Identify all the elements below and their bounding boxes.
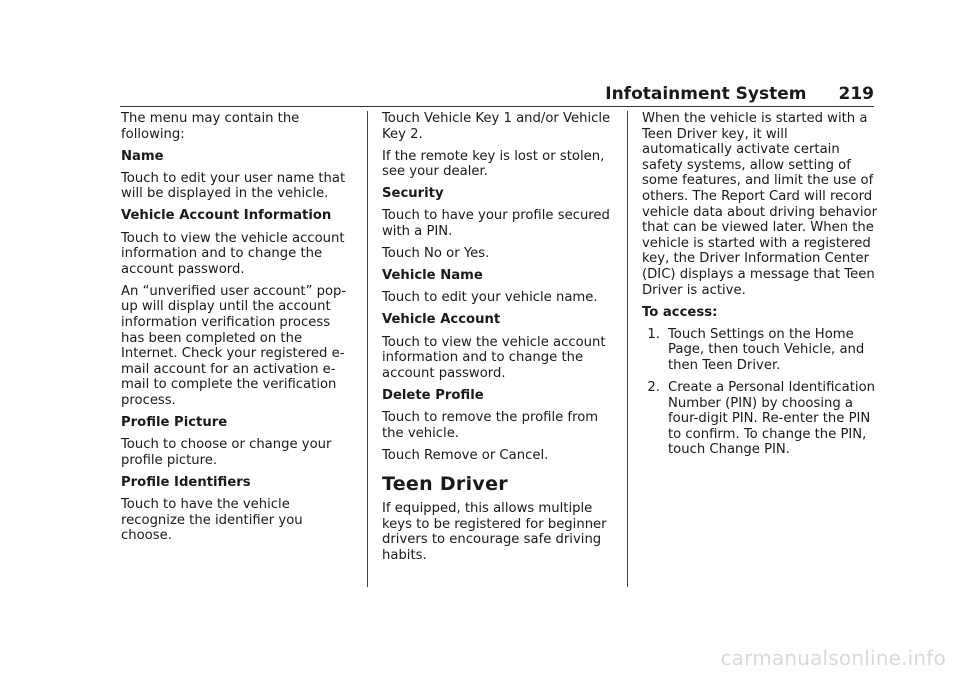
subheading-to-access: To access: [642, 304, 718, 320]
step-text: Create a Personal Identification Number (PIN) by choosing a four-digit PIN. Re-enter the PIN to confirm. To change the PIN, touch Change PIN. [668, 380, 876, 458]
step-text: Touch Settings on the Home Page, then touch Vehicle, and then Teen Driver. [668, 326, 865, 373]
text-paragraph: The menu may contain the following: [121, 111, 300, 142]
text-paragraph: Touch Vehicle Key 1 and/or Vehicle Key 2. [382, 111, 611, 142]
watermark: carmanualsonline.info [720, 646, 946, 670]
text-paragraph: Touch to view the vehicle account information and to change the account password. [121, 230, 345, 277]
list-item [642, 380, 878, 458]
list-item [642, 327, 878, 374]
page-number: 219 [838, 84, 874, 104]
column-1 [121, 111, 357, 550]
section-heading-teen-driver: Teen Driver [382, 473, 508, 496]
text-paragraph: Touch to have your profile secured with a PIN. [382, 208, 610, 240]
steps-list [642, 327, 878, 458]
text-paragraph: Touch to remove the profile from the vehicle. [382, 409, 599, 441]
subheading-name: Name [121, 148, 164, 164]
subheading-profile-identifiers: Profile Identifiers [121, 474, 251, 490]
subheading-security: Security [382, 186, 444, 202]
text-paragraph: When the vehicle is started with a Teen Driver key, it will automatically activate certain safety systems, allow setting of some features, and limit the use of others. The Report Card will record vehicle data about driving behavior that can be viewed later. When the vehicle is started with a registered key, the Driver Information Center (DIC) displays a message that Teen Driver is active. [642, 111, 878, 298]
text-paragraph: If equipped, this allows multiple keys to be registered for beginner drivers to encourage safe driving habits. [382, 501, 607, 563]
subheading-profile-picture: Profile Picture [121, 415, 228, 431]
subheading-vehicle-account-information: Vehicle Account Information [121, 208, 332, 224]
column-divider [367, 111, 368, 587]
text-paragraph: Touch to edit your user name that will be displayed in the vehicle. [121, 170, 346, 202]
subheading-delete-profile: Delete Profile [382, 387, 484, 403]
text-paragraph: Touch to edit your vehicle name. [382, 290, 598, 306]
column-2 [382, 111, 618, 570]
page-header [120, 80, 874, 107]
text-paragraph: An “unverified user account” pop-up will display until the account information verification process has been completed on the Internet. Check your registered e-mail account for an activation e-mail to complete the verification process. [121, 283, 347, 408]
text-paragraph: If the remote key is lost or stolen, see your dealer. [382, 148, 605, 180]
text-paragraph: Touch to view the vehicle account information and to change the account password. [382, 334, 606, 381]
text-paragraph: Touch No or Yes. [382, 246, 490, 262]
subheading-vehicle-account: Vehicle Account [382, 312, 501, 328]
step-number: 2. [647, 380, 660, 395]
text-paragraph: Touch Remove or Cancel. [382, 447, 549, 463]
subheading-vehicle-name: Vehicle Name [382, 268, 483, 284]
section-title: Infotainment System [605, 84, 807, 104]
step-number: 1. [647, 326, 660, 342]
column-3 [642, 111, 878, 464]
text-paragraph: Touch to have the vehicle recognize the identifier you choose. [121, 496, 303, 544]
text-paragraph: Touch to choose or change your profile picture. [121, 437, 332, 468]
column-divider [627, 111, 628, 587]
